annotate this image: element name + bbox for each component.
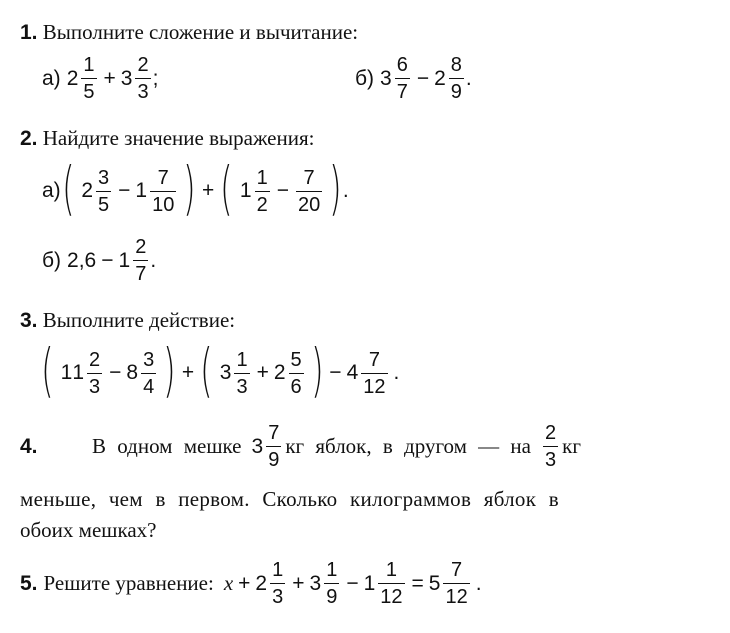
task5-line: [20, 560, 482, 607]
fraction: $\frac{6}{7}$: [396, 54, 408, 103]
open-paren: (: [61, 154, 75, 222]
operator: +: [238, 571, 251, 595]
task4-line3: обоих мешках?: [20, 518, 157, 542]
whole-number: 1: [72, 361, 85, 384]
whole-number: 3: [251, 434, 264, 458]
whole-number: 2: [434, 66, 446, 90]
task2-a-label: а): [42, 179, 61, 202]
fraction: $\frac{1}{5}$: [83, 54, 95, 103]
whole-number: 2: [273, 361, 286, 384]
task3-title: Выполните действие:: [42, 308, 236, 332]
fraction: $\frac{7}{20}$: [297, 166, 321, 216]
fraction: $\frac{1}{2}$: [256, 166, 268, 216]
whole-number: 1: [60, 361, 73, 384]
task2-heading: [20, 126, 314, 151]
task3-heading: [20, 308, 235, 333]
task4-number: 4.: [20, 434, 38, 458]
fraction: $\frac{2}{3}$: [545, 422, 557, 471]
task5-title: Решите уравнение:: [43, 571, 214, 595]
whole-number: 5: [428, 571, 441, 595]
whole-number: 2: [66, 66, 79, 90]
variable-x: x: [223, 571, 234, 595]
operator: +: [256, 361, 269, 384]
task2-title: Найдите значение выражения:: [42, 126, 315, 150]
fraction: $\frac{7}{9}$: [268, 422, 280, 471]
fraction: $\frac{5}{6}$: [290, 348, 302, 398]
task2-b-expression: [42, 237, 156, 284]
fraction: $\frac{2}{3}$: [89, 348, 101, 398]
task1-a-expression: [42, 55, 158, 102]
operator: +: [181, 361, 195, 384]
whole-number: 8: [126, 361, 139, 384]
fraction: $\frac{1}{12}$: [380, 559, 403, 608]
open-paren: (: [41, 336, 54, 404]
task1-b-expression: [355, 55, 472, 102]
close-paren: ): [163, 336, 176, 404]
task3-number: 3.: [20, 309, 38, 332]
whole-number: 1: [118, 248, 131, 272]
whole-number: 1: [363, 571, 376, 595]
task4-line2: меньше, чем в первом. Сколько килограммов яблок в: [20, 487, 559, 511]
task1-a-label: а): [42, 66, 61, 90]
task4-text2: кг яблок, в другом — на: [285, 434, 531, 458]
fraction: $\frac{7}{10}$: [152, 166, 175, 216]
whole-number: 4: [346, 361, 359, 384]
fraction: $\frac{3}{5}$: [98, 166, 110, 216]
open-paren: (: [200, 336, 213, 404]
task1-number: 1.: [20, 21, 38, 44]
task4-line1: [20, 423, 710, 470]
task1-title: Выполните сложение и вычитание:: [42, 20, 359, 44]
whole-number: 3: [219, 361, 232, 384]
operator: −: [416, 66, 430, 90]
whole-number: 3: [309, 571, 322, 595]
operator: −: [346, 571, 359, 595]
task2-number: 2.: [20, 127, 38, 150]
operator: +: [201, 179, 215, 202]
punctuation: .: [465, 66, 472, 90]
fraction: $\frac{1}{3}$: [236, 348, 248, 398]
task1-b-label: б): [355, 66, 375, 90]
operator: +: [103, 66, 116, 90]
fraction: $\frac{2}{3}$: [137, 54, 149, 103]
whole-number: 2: [255, 571, 268, 595]
operator: −: [118, 179, 131, 202]
task5-number: 5.: [20, 571, 38, 595]
decimal-number: 2,6: [67, 248, 97, 272]
close-paren: ): [183, 154, 196, 222]
task4-text1: В одном мешке: [92, 434, 242, 458]
fraction: $\frac{1}{9}$: [326, 559, 338, 608]
close-paren: ): [310, 336, 324, 404]
operator: +: [292, 571, 305, 595]
fraction: $\frac{7}{12}$: [363, 348, 386, 398]
operator: −: [329, 361, 342, 384]
punctuation: .: [342, 179, 349, 202]
fraction: $\frac{2}{7}$: [135, 236, 147, 285]
operator: −: [109, 361, 122, 384]
punctuation: .: [150, 248, 157, 272]
fraction: $\frac{1}{3}$: [272, 559, 284, 608]
whole-number: 3: [380, 66, 392, 90]
punctuation: ;: [152, 66, 159, 90]
fraction: $\frac{8}{9}$: [450, 54, 462, 103]
whole-number: 2: [81, 179, 94, 202]
task4-text3: кг: [562, 434, 581, 458]
punctuation: .: [475, 571, 482, 595]
whole-number: 3: [120, 66, 133, 90]
equals-sign: =: [411, 571, 424, 595]
task2-a-expression: [42, 154, 349, 222]
whole-number: 1: [239, 179, 252, 202]
task3-expression: [40, 336, 400, 404]
punctuation: .: [393, 361, 400, 384]
task1-heading: [20, 20, 358, 45]
operator: −: [276, 179, 289, 202]
task2-b-label: б): [42, 248, 62, 272]
open-paren: (: [220, 154, 233, 222]
fraction: $\frac{7}{12}$: [445, 559, 468, 608]
fraction: $\frac{3}{4}$: [143, 348, 155, 398]
whole-number: 1: [135, 179, 148, 202]
close-paren: ): [329, 154, 342, 222]
operator: −: [101, 248, 114, 272]
